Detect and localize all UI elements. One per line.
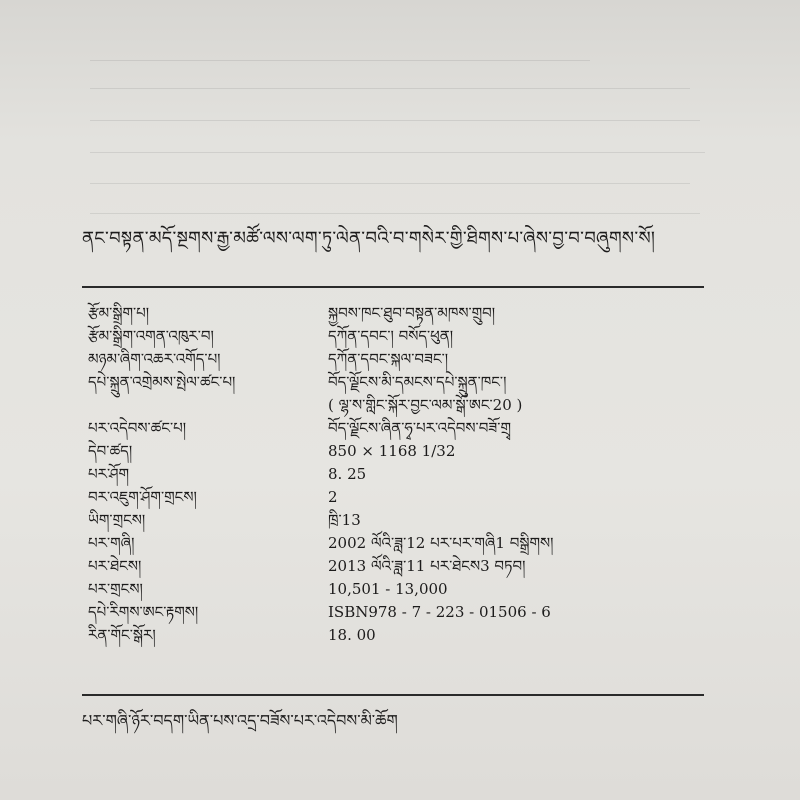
- bleed-through-line: [90, 88, 690, 89]
- detail-value: [328, 624, 708, 647]
- detail-row: [88, 509, 708, 532]
- detail-row: [88, 325, 708, 348]
- detail-row: [88, 417, 708, 440]
- detail-value-line: 18. 00: [328, 626, 376, 644]
- detail-label: པར་འདེབས་ཚང་པ།: [88, 419, 187, 437]
- detail-value-line: བོད་ལྗོངས་མི་དམངས་དཔེ་སྐྲུན་ཁང་།: [328, 373, 507, 391]
- detail-label: པར་གཞི།: [88, 534, 135, 552]
- detail-row: [88, 555, 708, 578]
- detail-value-line: སྐྱབས་ཁང་ཐུབ་བསྟན་མཁས་གྲུབ།: [328, 304, 496, 322]
- detail-value-line: དཀོན་དབང་སྐལ་བཟང་།: [328, 350, 449, 368]
- detail-value: [328, 371, 708, 417]
- detail-value: [328, 440, 708, 463]
- detail-value: [328, 532, 708, 555]
- detail-label: དཔེ་རིགས་ཨང་རྟགས།: [88, 603, 199, 621]
- detail-label: བར་འཇུག་ཤོག་གྲངས།: [88, 488, 197, 506]
- detail-value-line: ISBN978 - 7 - 223 - 01506 - 6: [328, 603, 551, 621]
- detail-value: [328, 325, 708, 348]
- bleed-through-line: [90, 60, 590, 61]
- detail-row: [88, 578, 708, 601]
- detail-label: ཡིག་གྲངས།: [88, 511, 146, 529]
- detail-value: [328, 348, 708, 371]
- detail-label: རིན་གོང་སྒོར།: [88, 626, 156, 644]
- detail-value: [328, 417, 708, 440]
- detail-row: [88, 371, 708, 417]
- detail-value: [328, 555, 708, 578]
- detail-value-line: ( ལྷ་ས་གླིང་སྐོར་བྱང་ལམ་སྒོ་ཨང་20 ): [328, 396, 523, 414]
- bleed-through-line: [90, 120, 700, 121]
- copyright-notice: པར་གཞི་ཉོར་བདག་ཡིན་པས་འདྲ་བཟོས་པར་འདེབས་མི་ཆོག: [82, 711, 398, 730]
- detail-value: [328, 601, 708, 624]
- bleed-through-line: [90, 183, 690, 184]
- detail-row: [88, 348, 708, 371]
- detail-value-line: 850 × 1168 1/32: [328, 442, 456, 460]
- detail-label: རྩོམ་སྒྲིག་འགན་འཁུར་བ།: [88, 327, 214, 345]
- detail-label: རྩོམ་སྒྲིག་པ།: [88, 304, 150, 322]
- bleed-through-line: [90, 213, 700, 214]
- bleed-through-line: [90, 152, 705, 153]
- detail-label: པར་ཤོག: [88, 465, 130, 483]
- detail-row: [88, 532, 708, 555]
- bottom-divider: [82, 694, 704, 696]
- publication-details: [88, 302, 708, 647]
- detail-value: [328, 509, 708, 532]
- top-divider: [82, 286, 704, 288]
- detail-value-line: 8. 25: [328, 465, 367, 483]
- detail-value: [328, 578, 708, 601]
- detail-value: [328, 302, 708, 325]
- detail-row: [88, 486, 708, 509]
- detail-label: པར་ཐེངས།: [88, 557, 142, 575]
- detail-row: [88, 624, 708, 647]
- detail-label: མཉམ་ཞིག་འཆར་འགོད་པ།: [88, 350, 221, 368]
- detail-value: [328, 486, 708, 509]
- detail-row: [88, 463, 708, 486]
- detail-row: [88, 302, 708, 325]
- detail-value: [328, 463, 708, 486]
- detail-value-line: 10,501 - 13,000: [328, 580, 448, 598]
- detail-value-line: 2013 ལོའི་ཟླ་11 པར་ཐེངས3 བཏབ།: [328, 557, 526, 575]
- detail-value-line: 2002 ལོའི་ཟླ་12 པར་པར་གཞི1 བསྒྲིགས།: [328, 534, 554, 552]
- detail-row: [88, 601, 708, 624]
- book-title: ནང་བསྟན་མདོ་སྔགས་རྒྱ་མཚོ་ལས་ལག་ཏུ་ལེན་བའི་བ་གསེར་གྱི་ཐིགས་པ་ཞེས་བྱ་བ་བཞུགས་སོ།: [82, 228, 656, 249]
- detail-value-line: 2: [328, 488, 338, 506]
- detail-value-line: ཁྲི་13: [328, 511, 361, 529]
- detail-label: པར་གྲངས།: [88, 580, 143, 598]
- detail-value-line: བོད་ལྗོངས་ཞིན་ཧྭ་པར་འདེབས་བཟོ་གྲྭ: [328, 419, 512, 437]
- detail-label: དེབ་ཚད།: [88, 442, 133, 460]
- detail-value-line: དཀོན་དབང་། བསོད་ཕུན།: [328, 327, 454, 345]
- detail-row: [88, 440, 708, 463]
- detail-label: དཔེ་སྐྲུན་འགྲེམས་སྤེལ་ཚང་པ།: [88, 373, 236, 391]
